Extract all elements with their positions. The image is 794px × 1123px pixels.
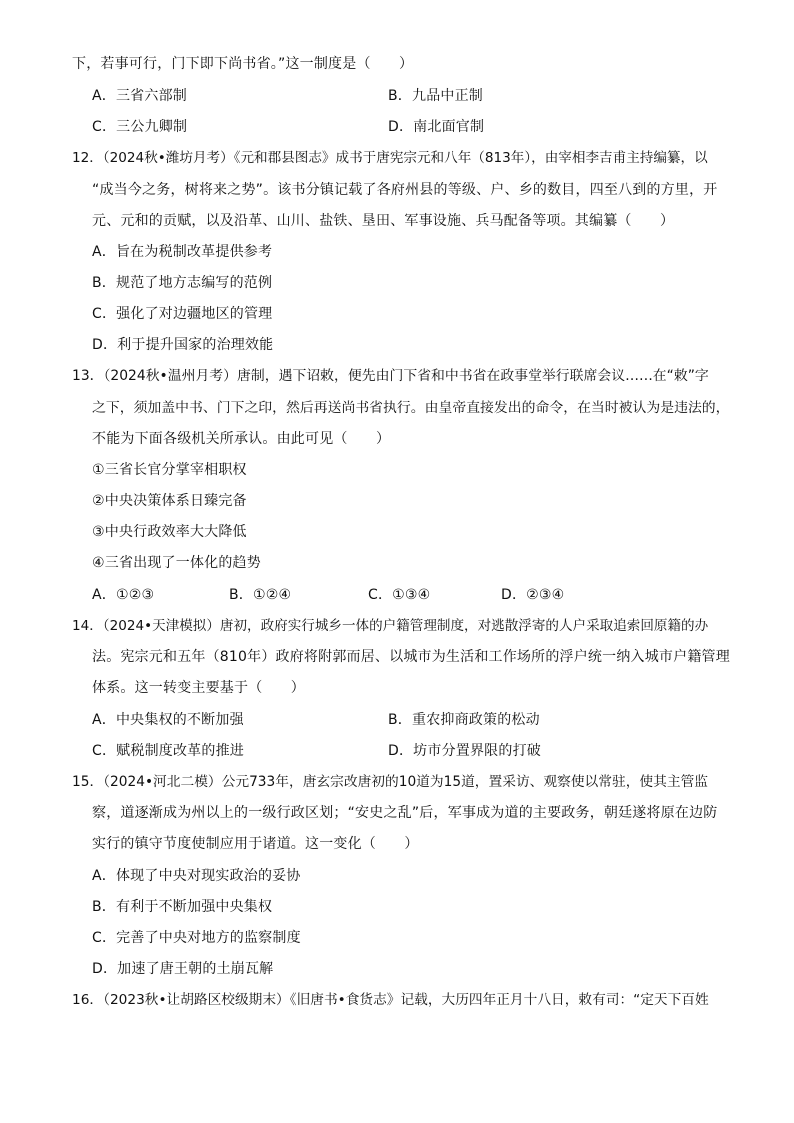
option-d[interactable]: D．②③④	[501, 587, 565, 603]
question-13-stem-line: 13．（2024秋•温州月考）唐制，遇下诏敕，便先由门下省和中书省在政事堂举行联席会议……在“敕”字	[72, 368, 709, 384]
question-15-option-c[interactable]: C．完善了中央对地方的监察制度	[92, 930, 301, 946]
question-14-option-row	[92, 741, 742, 761]
question-11-option-row	[92, 117, 742, 137]
question-14-option-row	[92, 710, 742, 730]
question-13-option-row	[92, 585, 742, 605]
question-15-option-d[interactable]: D．加速了唐王朝的土崩瓦解	[92, 961, 274, 977]
option-c[interactable]: C．①③④	[368, 587, 431, 603]
option-b[interactable]: B．①②④	[229, 587, 292, 603]
question-16-stem-line: 16．（2023秋•让胡路区校级期末）《旧唐书•食货志》记载，大历四年正月十八日，敕有司：“定天下百姓	[72, 992, 709, 1008]
question-13-statement-4: ④三省出现了一体化的趋势	[92, 555, 261, 571]
question-12-stem-line: 元、元和的贡赋，以及沿革、山川、盐铁、垦田、军事设施、兵马配备等项。其编纂（ ）	[92, 213, 675, 229]
option-a[interactable]: A．三省六部制	[92, 88, 187, 104]
question-12-option-a[interactable]: A．旨在为税制改革提供参考	[92, 244, 273, 260]
option-a[interactable]: A．中央集权的不断加强	[92, 712, 244, 728]
question-15-stem-line: 察，道逐渐成为州以上的一级行政区划；“安史之乱”后，军事成为道的主要政务，朝廷遂将原在边防	[92, 805, 718, 821]
question-13-stem-line: 不能为下面各级机关所承认。由此可见（ ）	[92, 431, 391, 447]
question-15-stem-line: 实行的镇守节度使制应用于诸道。这一变化（ ）	[92, 836, 419, 852]
question-14-stem-line: 法。宪宗元和五年（810年）政府将附郭而居、以城市为生活和工作场所的浮户统一纳入城市户籍管理	[92, 649, 730, 665]
option-c[interactable]: C．三公九卿制	[92, 119, 188, 135]
question-13-stem-line: 之下，须加盖中书、门下之印，然后再送尚书省执行。由皇帝直接发出的命令，在当时被认为是违法的，	[92, 400, 730, 416]
option-a[interactable]: A．①②③	[92, 587, 155, 603]
question-12-option-d[interactable]: D．利于提升国家的治理效能	[92, 337, 274, 353]
question-15-option-a[interactable]: A．体现了中央对现实政治的妥协	[92, 868, 301, 884]
question-13-statement-2: ②中央决策体系日臻完备	[92, 493, 247, 509]
option-b[interactable]: B．九品中正制	[388, 88, 484, 104]
question-15-option-b[interactable]: B．有利于不断加强中央集权	[92, 899, 273, 915]
question-11-stem: 下，若事可行，门下即下尚书省。”这一制度是（ ）	[72, 56, 414, 72]
option-d[interactable]: D．南北面官制	[388, 119, 485, 135]
question-13-statement-1: ①三省长官分掌宰相职权	[92, 462, 247, 478]
question-12-option-c[interactable]: C．强化了对边疆地区的管理	[92, 306, 273, 322]
option-d[interactable]: D．坊市分置界限的打破	[388, 743, 541, 759]
question-13-statement-3: ③中央行政效率大大降低	[92, 524, 247, 540]
question-15-stem-line: 15．（2024•河北二模）公元733年，唐玄宗改唐初的10道为15道，置采访、观察使以常驻，使其主管监	[72, 774, 709, 790]
question-12-stem-line: “成当今之务，树将来之势”。该书分镇记载了各府州县的等级、户、乡的数目，四至八到的方里，开	[92, 182, 718, 198]
question-11-option-row	[92, 86, 742, 106]
question-12-option-b[interactable]: B．规范了地方志编写的范例	[92, 275, 273, 291]
option-c[interactable]: C．赋税制度改革的推进	[92, 743, 244, 759]
question-14-stem-line: 体系。这一转变主要基于（ ）	[92, 680, 305, 696]
question-12-stem-line: 12．（2024秋•潍坊月考）《元和郡县图志》成书于唐宪宗元和八年（813年），由宰相李吉甫主持编纂，以	[72, 150, 708, 166]
option-b[interactable]: B．重农抑商政策的松动	[388, 712, 540, 728]
question-14-stem-line: 14．（2024•天津模拟）唐初，政府实行城乡一体的户籍管理制度，对逃散浮寄的人户采取追索回原籍的办	[72, 618, 709, 634]
